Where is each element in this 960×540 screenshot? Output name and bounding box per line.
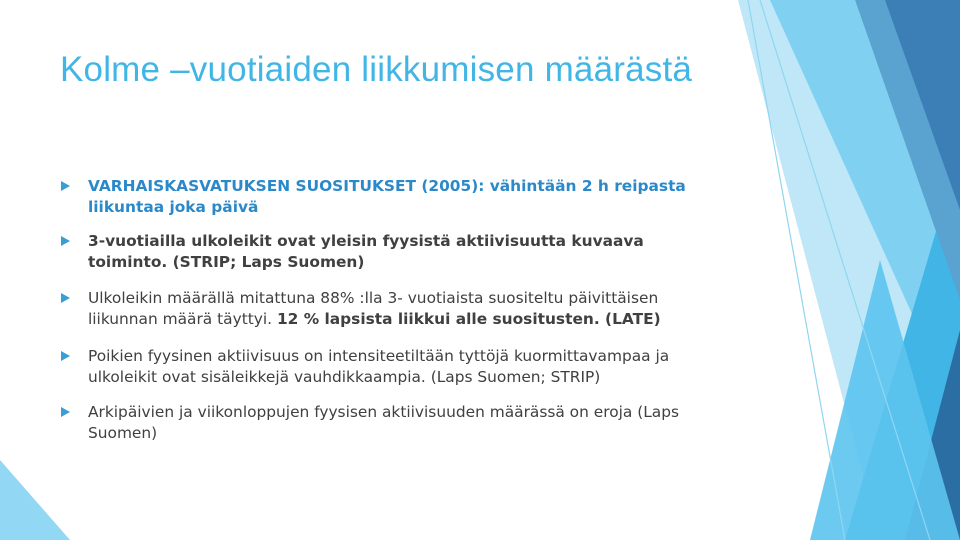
bullet-item-3	[60, 288, 720, 330]
bullet-3-emphasis: 12 % lapsista liikkui alle suositusten. (LATE)	[276, 310, 661, 328]
bullet-3-text: Ulkoleikin määrällä mitattuna 88% :lla 3- vuotiaista suositeltu päivittäisen liikunnan määrä täyttyi.	[88, 289, 659, 328]
bullet-triangle-icon	[61, 293, 70, 303]
bullet-triangle-icon	[61, 236, 70, 246]
bullet-5-text: Arkipäivien ja viikonloppujen fyysisen aktiivisuuden määrässä on eroja (Laps Suomen)	[88, 403, 680, 442]
bullet-item-4	[60, 346, 720, 388]
bullet-1-text: VARHAISKASVATUKSEN SUOSITUKSET (2005): vähintään 2 h reipasta liikuntaa joka päivä	[88, 177, 686, 216]
bullet-item-2	[60, 231, 720, 273]
bullet-2-text: 3-vuotiailla ulkoleikit ovat yleisin fyysistä aktiivisuutta kuvaava toiminto. (STRIP; Laps Suomen)	[88, 232, 644, 271]
left-accent-shape	[0, 460, 70, 540]
bullet-triangle-icon	[61, 181, 70, 191]
slide-title: Kolme –vuotiaiden liikkumisen määrästä	[60, 50, 693, 89]
bullet-triangle-icon	[61, 351, 70, 361]
bullet-4-text: Poikien fyysinen aktiivisuus on intensiteetiltään tyttöjä kuormittavampaa ja ulkoleikit ovat sisäleikkejä vauhdikkaampia. (Laps Suomen; STRIP)	[88, 347, 670, 386]
bullet-list	[60, 176, 720, 444]
bullet-item-5	[60, 402, 720, 444]
bullet-triangle-icon	[61, 407, 70, 417]
bullet-item-1	[60, 176, 720, 218]
